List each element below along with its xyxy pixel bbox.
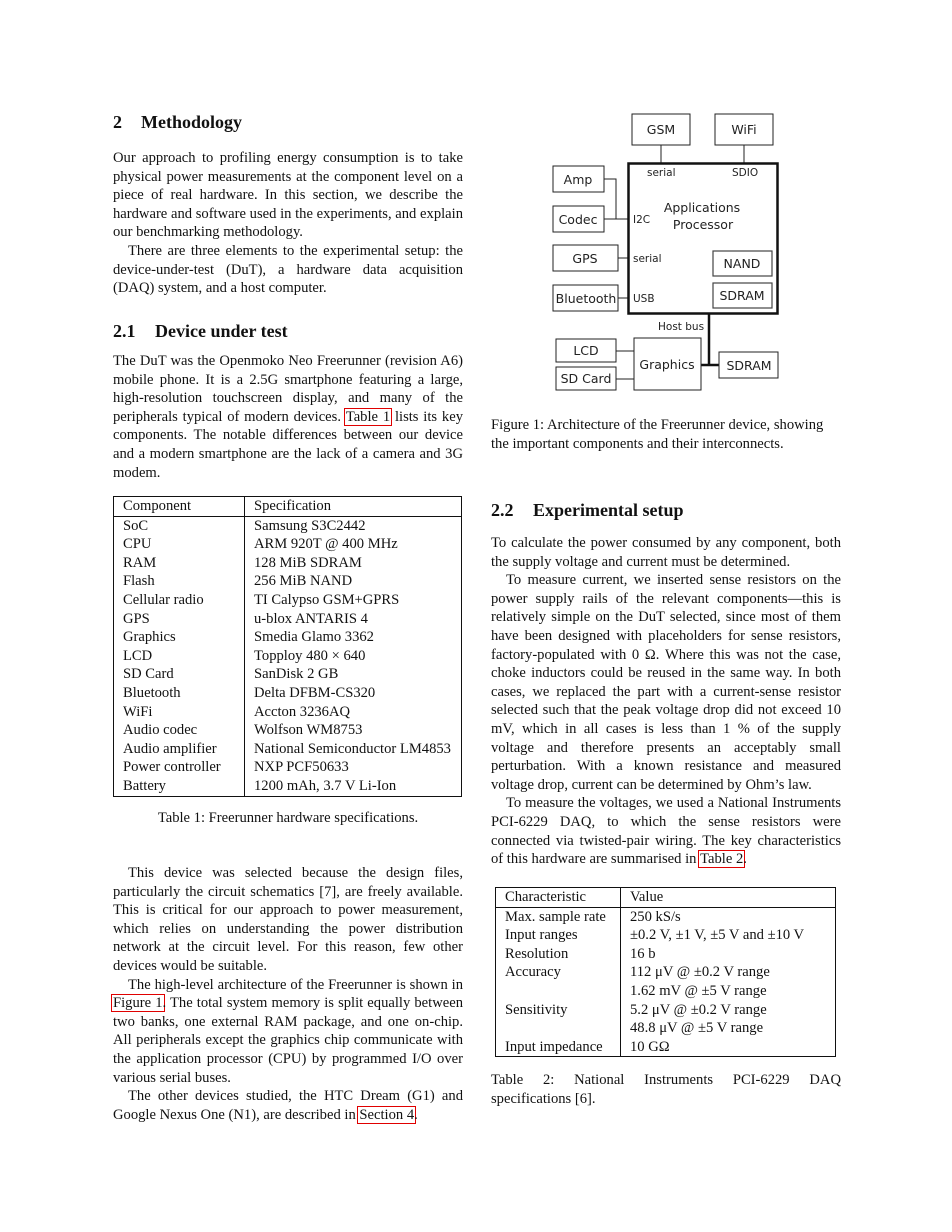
bluetooth-label: Bluetooth	[555, 291, 617, 306]
table-header-cell: Specification	[245, 497, 462, 517]
table-cell: NXP PCF50633	[254, 759, 349, 776]
table-row	[496, 945, 836, 964]
dut-lower-text	[113, 864, 463, 1124]
table-cell	[496, 1019, 621, 1038]
dut-paragraph-2: This device was selected because the design files, particularly the circuit schematics [7], are freely available. This is critical for our approach to power measurement, which relies on understanding the power distribution network at the circuit level. For this reason, few other devices would be suitable.	[113, 865, 463, 974]
bus-label-usb: USB	[633, 293, 655, 305]
table-row	[114, 610, 462, 629]
table-row	[114, 758, 462, 777]
amp-connector	[604, 179, 628, 219]
subsection-number: 2.1	[113, 321, 136, 341]
table-cell: Smedia Glamo 3362	[254, 629, 374, 646]
table-cell: Samsung S3C2442	[254, 517, 366, 534]
table-cell: Battery	[114, 777, 245, 796]
bus-label-serial-left: serial	[633, 253, 662, 265]
setup-paragraph-3	[491, 794, 841, 868]
sdram-inner-label: SDRAM	[719, 288, 765, 303]
table-cell: Wolfson WM8753	[254, 722, 363, 739]
table2	[495, 887, 836, 1057]
table-row	[114, 777, 462, 796]
table-cell: 5.2 μV @ ±0.2 V range	[630, 1001, 767, 1018]
table-cell: u-blox ANTARIS 4	[254, 610, 368, 627]
table-header-cell: Value	[621, 888, 836, 908]
table-row	[114, 516, 462, 535]
table-row	[114, 721, 462, 740]
table-row	[114, 628, 462, 647]
table-row	[496, 1019, 836, 1038]
table-cell	[496, 982, 621, 1001]
table-cell: GPS	[114, 610, 245, 629]
table-cell: 256 MiB NAND	[254, 573, 353, 590]
intro-paragraph-1: Our approach to profiling energy consumption is to take physical power measurements at the component level on a piece of real hardware. In this section, we describe the hardware and software used in the experiments, and explain our benchmarking methodology.	[113, 150, 463, 241]
table-row	[496, 926, 836, 945]
table-cell: LCD	[114, 647, 245, 666]
lcd-label: LCD	[573, 343, 599, 358]
table-row	[114, 703, 462, 722]
table2-caption: Table 2: National Instruments PCI-6229 DAQ specifications [6].	[491, 1072, 841, 1107]
table-cell: TI Calypso GSM+GPRS	[254, 591, 400, 608]
table-row	[114, 572, 462, 591]
table-cell: Graphics	[114, 628, 245, 647]
table-header-cell: Component	[114, 497, 245, 517]
text-run: .	[743, 851, 747, 868]
table-header-row	[496, 888, 836, 908]
section-title: Methodology	[141, 112, 242, 132]
table-cell: SoC	[114, 516, 245, 535]
figure1-link[interactable]: Figure 1	[113, 995, 163, 1012]
sdcard-label: SD Card	[560, 371, 612, 386]
subsection-heading-experimental-setup	[491, 500, 684, 521]
table-cell: Resolution	[496, 945, 621, 964]
codec-label: Codec	[558, 212, 598, 227]
experimental-setup-text	[491, 534, 841, 869]
table-cell: CPU	[114, 535, 245, 554]
table-cell: Max. sample rate	[496, 907, 621, 926]
text-run: The high-level architecture of the Freerunner is shown in	[128, 976, 463, 993]
table-cell: 1200 mAh, 3.7 V Li-Ion	[254, 777, 397, 794]
bus-label-serial-top: serial	[647, 167, 676, 179]
table-cell: Topploy 480 × 640	[254, 647, 366, 664]
text-run: The DuT was the Openmoko Neo Freerunner (revision A6) mobile phone. It is a 2.5G smartphone featuring a large, high-resolution touchscreen display, and many of the peripherals typical of modern devices.	[113, 353, 463, 425]
graphics-label: Graphics	[639, 357, 695, 372]
table-cell: Accuracy	[496, 963, 621, 982]
text-run: . The total system memory is split equally between two banks, one external RAM package, and one on-chip. All peripherals except the graphics chip communicate with the application processor (CPU) by programmed I/O over various serial buses.	[113, 995, 463, 1086]
dut-paragraph-4	[113, 1087, 463, 1124]
intro-paragraph-2: There are three elements to the experimental setup: the device-under-test (DuT), a hardware data acquisition (DAQ) system, and a host computer.	[113, 242, 463, 297]
subsection-title: Device under test	[155, 321, 288, 341]
table-cell: Bluetooth	[114, 684, 245, 703]
text-run: .	[414, 1106, 418, 1123]
section4-link[interactable]: Section 4	[359, 1106, 415, 1123]
table-row	[496, 982, 836, 1001]
table-cell: 250 kS/s	[630, 908, 681, 925]
table-row	[114, 647, 462, 666]
text-run: lists its key components. The notable differences between our device and a modern smartphone are the lack of a camera and 3G modem.	[113, 408, 463, 481]
table-row	[114, 665, 462, 684]
bus-label-i2c: I2C	[633, 214, 651, 226]
table1-link[interactable]: Table 1	[345, 408, 391, 425]
table1-container	[113, 496, 462, 797]
table-row	[114, 535, 462, 554]
wifi-label: WiFi	[731, 122, 757, 137]
table-row	[496, 963, 836, 982]
table-cell: Sensitivity	[496, 1001, 621, 1020]
table1	[113, 496, 462, 797]
table-cell: SD Card	[114, 665, 245, 684]
table-header-row	[114, 497, 462, 517]
table-cell: Delta DFBM-CS320	[254, 684, 376, 701]
text-run: To measure the voltages, we used a National Instruments PCI-6229 DAQ, to which the sense resistors were connected via twisted-pair wiring. The key characteristics of this hardware are summarised in	[491, 795, 841, 868]
table-cell: Audio amplifier	[114, 740, 245, 759]
table-row	[114, 740, 462, 759]
table-cell: Flash	[114, 572, 245, 591]
table-cell: WiFi	[114, 703, 245, 722]
table2-link[interactable]: Table 2	[700, 851, 744, 868]
table-cell: Cellular radio	[114, 591, 245, 610]
table-header-cell: Characteristic	[496, 888, 621, 908]
section-number: 2	[113, 112, 122, 132]
table-cell: 10 GΩ	[630, 1038, 670, 1055]
text-run: The other devices studied, the HTC Dream (G1) and Google Nexus One (N1), are described in	[113, 1088, 463, 1123]
gsm-label: GSM	[646, 122, 676, 137]
gps-label: GPS	[572, 251, 598, 266]
bus-label-host-bus: Host bus	[658, 321, 705, 333]
table-cell: Input ranges	[496, 926, 621, 945]
amp-label: Amp	[563, 172, 593, 187]
table1-caption: Table 1: Freerunner hardware specifications.	[157, 810, 419, 826]
table-cell: National Semiconductor LM4853	[254, 740, 451, 757]
subsection-number: 2.2	[491, 500, 514, 520]
table-row	[496, 907, 836, 926]
table-cell: Input impedance	[496, 1038, 621, 1057]
table-row	[496, 1038, 836, 1057]
nand-label: NAND	[723, 256, 761, 271]
dut-paragraph-3	[113, 976, 463, 1088]
figure1-caption: Figure 1: Architecture of the Freerunner device, showing the important components and their interconnects.	[491, 417, 824, 452]
table-cell: ARM 920T @ 400 MHz	[254, 536, 398, 553]
table-cell: Power controller	[114, 758, 245, 777]
figure1-architecture-diagram	[0, 0, 952, 420]
table-cell: 48.8 μV @ ±5 V range	[630, 1020, 764, 1037]
subsection-title: Experimental setup	[533, 500, 684, 520]
table-cell: RAM	[114, 554, 245, 573]
table-cell: 1.62 mV @ ±5 V range	[630, 982, 767, 999]
table-cell: 16 b	[630, 945, 656, 962]
table-row	[114, 684, 462, 703]
setup-paragraph-1: To calculate the power consumed by any component, both the supply voltage and current must be determined.	[491, 535, 841, 570]
table-cell: SanDisk 2 GB	[254, 666, 339, 683]
table2-container	[495, 887, 836, 1057]
table-cell: Accton 3236AQ	[254, 703, 351, 720]
table-cell: Audio codec	[114, 721, 245, 740]
table-cell: 128 MiB SDRAM	[254, 554, 362, 571]
table-row	[114, 554, 462, 573]
table-cell: ±0.2 V, ±1 V, ±5 V and ±10 V	[630, 927, 805, 944]
ap-label-line1: Applications	[663, 200, 741, 215]
bus-label-sdio: SDIO	[732, 167, 759, 179]
ap-label-line2: Processor	[672, 217, 734, 232]
table-cell: 112 μV @ ±0.2 V range	[630, 964, 770, 981]
table-row	[114, 591, 462, 610]
table-row	[496, 1001, 836, 1020]
sdram-outer-label: SDRAM	[726, 358, 772, 373]
setup-paragraph-2: To measure current, we inserted sense resistors on the power supply rails of the relevant components—this is relatively simple on the DuT selected, since most of them have been designed with placeholders for sense resistors, factory-populated with 0 Ω. Where this was not the case, choke inductors could be reused in the same way. In both cases, we replaced the part with a current-sense resistor selected such that the peak voltage drop did not exceed 10 mV, which in all cases is less than 1 % of the supply voltage and therefore presents an acceptably small perturbation. With a known resistance and measured voltage drop, current can be determined by Ohm’s law.	[491, 572, 841, 793]
